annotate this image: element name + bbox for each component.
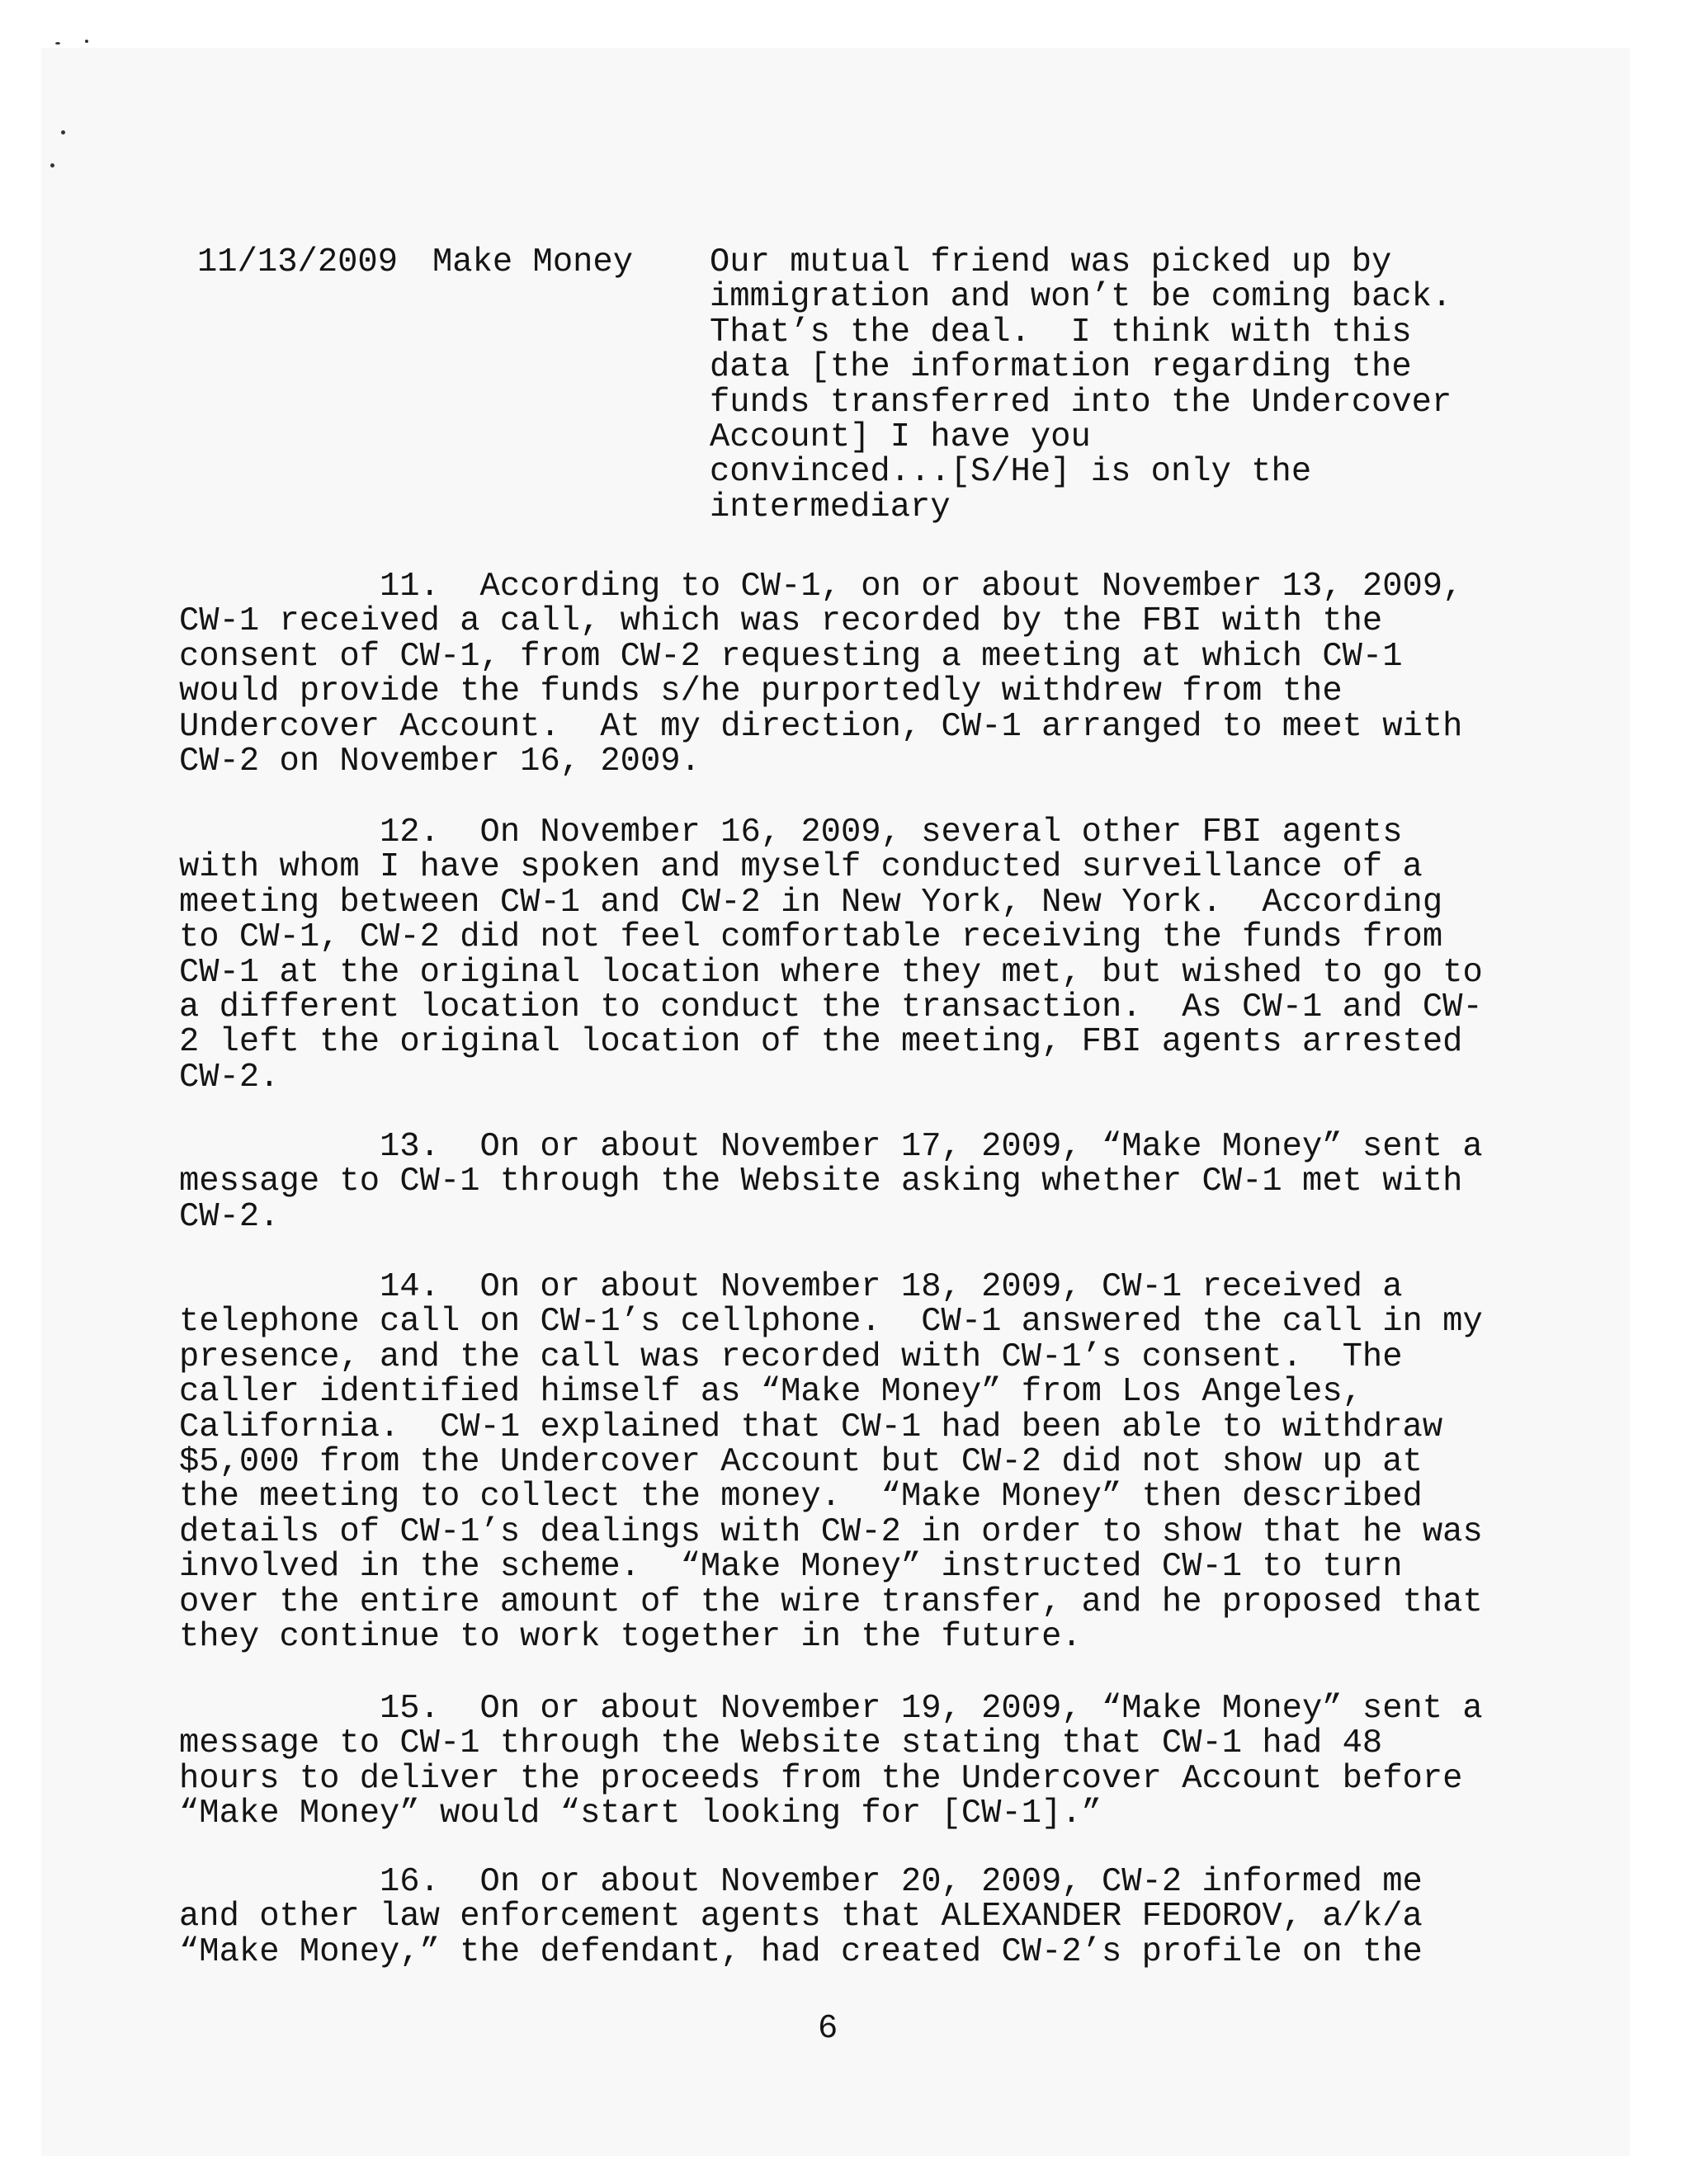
paragraph-line: message to CW-1 through the Website stating that CW-1 had 48 xyxy=(179,1724,1383,1763)
message-line: immigration and won’t be coming back. xyxy=(710,278,1452,317)
paragraph-line: presence, and the call was recorded with CW-1’s consent. The xyxy=(179,1337,1403,1376)
message-line: convinced...[S/He] is only the xyxy=(710,453,1312,492)
paragraph-line: “Make Money” would “start looking for [CW-1].” xyxy=(179,1795,1102,1833)
paragraph-line: CW-2. xyxy=(179,1197,280,1236)
paragraph-line: CW-2. xyxy=(179,1058,280,1097)
paragraph-line: caller identified himself as “Make Money” from Los Angeles, xyxy=(179,1373,1362,1412)
paragraph-line: hours to deliver the proceeds from the Undercover Account before xyxy=(179,1759,1463,1798)
paragraph-line: telephone call on CW-1’s cellphone. CW-1 answered the call in my xyxy=(179,1303,1483,1342)
paragraph-line: 14. On or about November 18, 2009, CW-1 received a xyxy=(380,1268,1403,1306)
message-line: funds transferred into the Undercover xyxy=(710,383,1452,422)
paragraph-line: 15. On or about November 19, 2009, “Make Money” sent a xyxy=(380,1690,1483,1728)
paragraph-11 xyxy=(179,569,1462,779)
message-line: data [the information regarding the xyxy=(710,348,1412,387)
paragraph-line: CW-2 on November 16, 2009. xyxy=(179,742,701,781)
paragraph-line: 12. On November 16, 2009, several other FBI agents xyxy=(380,814,1403,851)
paragraph-line: with whom I have spoken and myself conducted surveillance of a xyxy=(179,848,1423,887)
paragraph-line: to CW-1, CW-2 did not feel comfortable receiving the funds from xyxy=(179,918,1443,957)
paragraph-line: CW-1 received a call, which was recorded by the FBI with the xyxy=(179,602,1383,641)
paragraph-15 xyxy=(179,1691,1483,1832)
message-text xyxy=(710,245,1452,525)
message-line: Our mutual friend was picked up by xyxy=(710,243,1392,281)
paragraph-line: California. CW-1 explained that CW-1 had been able to withdraw xyxy=(179,1408,1443,1446)
paragraph-line: 11. According to CW-1, on or about November 13, 2009, xyxy=(380,568,1463,606)
paragraph-line: $5,000 from the Undercover Account but CW-2 did not show up at xyxy=(179,1442,1423,1481)
scan-speck xyxy=(55,42,60,45)
paragraph-line: 13. On or about November 17, 2009, “Make Money” sent a xyxy=(380,1128,1483,1166)
paragraph-16 xyxy=(179,1865,1423,1969)
message-date: 11/13/2009 xyxy=(197,243,399,281)
paragraph-12 xyxy=(179,815,1483,1095)
paragraph-line: Undercover Account. At my direction, CW-1 arranged to meet with xyxy=(179,707,1463,746)
message-line: That’s the deal. I think with this xyxy=(710,313,1412,351)
scan-speck xyxy=(85,40,88,43)
message-sender: Make Money xyxy=(432,243,634,281)
page-number: 6 xyxy=(818,2010,838,2048)
scan-speck xyxy=(61,130,65,134)
message-log-table xyxy=(0,245,1690,526)
paragraph-line: a different location to conduct the transaction. As CW-1 and CW- xyxy=(179,988,1483,1026)
message-line: intermediary xyxy=(710,488,951,526)
paragraph-line: they continue to work together in the future. xyxy=(179,1617,1082,1656)
paragraph-line: details of CW-1’s dealings with CW-2 in order to show that he was xyxy=(179,1512,1483,1551)
paragraph-line: involved in the scheme. “Make Money” instructed CW-1 to turn xyxy=(179,1548,1403,1587)
paragraph-line: meeting between CW-1 and CW-2 in New York, New York. According xyxy=(179,883,1443,922)
message-line: Account] I have you xyxy=(710,417,1091,456)
paragraph-line: and other law enforcement agents that ALEXANDER FEDOROV, a/k/a xyxy=(179,1898,1423,1936)
paragraph-line: consent of CW-1, from CW-2 requesting a meeting at which CW-1 xyxy=(179,637,1403,676)
paragraph-13 xyxy=(179,1130,1483,1234)
paragraph-line: message to CW-1 through the Website asking whether CW-1 met with xyxy=(179,1163,1463,1201)
scan-speck xyxy=(50,163,54,167)
paragraph-14 xyxy=(179,1270,1483,1654)
paragraph-line: would provide the funds s/he purportedly withdrew from the xyxy=(179,672,1343,711)
paragraph-line: 16. On or about November 20, 2009, CW-2 informed me xyxy=(380,1863,1423,1901)
paragraph-line: the meeting to collect the money. “Make Money” then described xyxy=(179,1478,1423,1517)
paragraph-line: over the entire amount of the wire transfer, and he proposed that xyxy=(179,1583,1483,1621)
paragraph-line: CW-1 at the original location where they met, but wished to go to xyxy=(179,953,1483,992)
paragraph-line: “Make Money,” the defendant, had created CW-2’s profile on the xyxy=(179,1932,1423,1971)
paragraph-line: 2 left the original location of the meeting, FBI agents arrested xyxy=(179,1023,1463,1062)
